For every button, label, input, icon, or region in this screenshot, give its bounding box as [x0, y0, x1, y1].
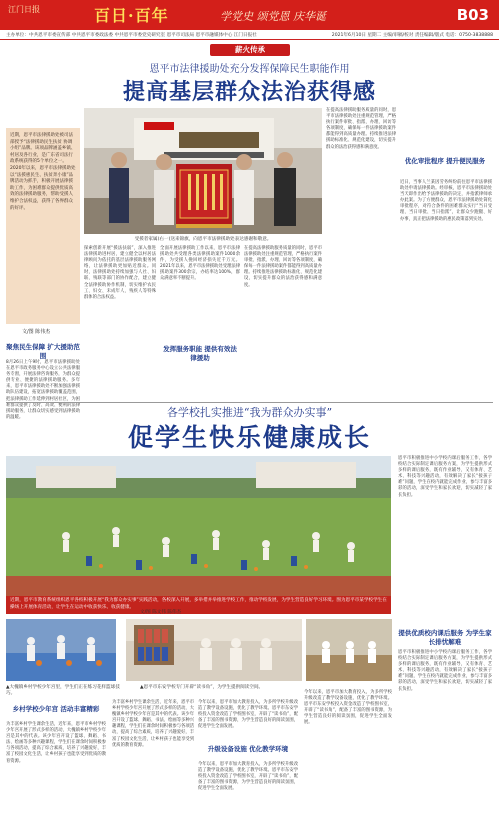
- article1-col1-text: 8月26日上午9时，恩平市法律援助处在恩平市政务服务中心设立公共法律服务专窗，开展法律咨询服务，为群众提供专业、便捷的法律援助服务。多年来，恩平市法律援助处不断加强法律援助队伍建设，拓宽法律援助覆盖范围，把法律援助工作延伸到村居社区，为困难群众提供了及时、高效、便利的法律援助服务，让群众切实感受到法律援助的温暖。: [6, 360, 80, 420]
- playground-photo-caption: [6, 596, 391, 614]
- article1-subhead: 恩平市法律援助处充分发挥保障民生职能作用: [149, 64, 350, 75]
- basketball-photo: [6, 619, 116, 681]
- classroom-photo: [306, 619, 392, 681]
- article1-lead-box: [6, 128, 80, 324]
- article1-col1-subtitle: 聚焦民生保障 扩大援助范围: [6, 343, 80, 360]
- masthead: [0, 0, 499, 30]
- newspaper-logo: 江门日报: [8, 5, 40, 14]
- photo-credit: 文/图 陈文伟 陈伟杰: [140, 610, 182, 615]
- award-photo-illustration: [84, 108, 322, 234]
- organizers-text: 主办单位：中共恩平市委宣传部 中共恩平市委政法委 中共恩平市委党史研究室 恩平市司法局 恩平市融媒体中心 江门日报社: [6, 33, 257, 38]
- article1-col3-text: 全面开展法律援助工作以来，恩平市法律援助处共受理各类法律援助案件1000余件，为受援人挽回经济损失近千万元。2021年以来，恩平市法律援助处受理法律援助案件300余宗，办结率达100%，群众满意率不断提升。: [160, 246, 240, 282]
- article2-col2-text: 为丰富乡村学生课余生活，近年来，恩平市乡村学校少年宫开展了形式多样的活动，大槐镇乡村学校少年宫是其中的代表。该少年宫开设了篮球、舞蹈、书法、绘画等多种兴趣课程，学生们在课余时间积极参与各项活动，提高了综合素质，培养了兴趣爱好，丰富了校园文化生活，让乡村孩子也能享受到优质的教育资源。: [112, 700, 194, 748]
- info-bar: [0, 30, 499, 40]
- playground-photo-illustration: [6, 456, 391, 614]
- playground-photo: [6, 456, 391, 614]
- article1-col4-text: 在提高法律援助服务质量的同时，恩平市法律援助处注重规范管理，严格执行案件审批、指派、办理、回访等各项制度，确保每一件法律援助案件都能得到高质量办理。持续推进法律援助标准化、规范化建设，切实提升群众的法治获得感和满意度。: [244, 246, 322, 288]
- article2-right-subtitle: 提供优质校内课后服务 为学生家长排忧解难: [398, 629, 492, 646]
- section-divider: [6, 402, 493, 403]
- article2-mid-text: 今年以来，恩平市加大教育投入，为多所学校升级改造了教学设备设施，优化了教学环境。恩平市东安学校投入资金改造了学校图书室，开辟了“读书角”，配备了丰富的图书资源，为学生营造良好的阅读氛围，促进学生全面发展。: [198, 762, 298, 792]
- article2-left-subtitle: 乡村学校少年宫 活动丰富精彩: [12, 705, 100, 713]
- award-photo-caption: 受援者家属(右一)送来锦旗，向恩平市法律援助处表达感谢和敬意。: [134, 237, 272, 242]
- basketball-caption: ▲大槐镇乡村学校少年宫里，学生们正在练习花样篮球技巧。: [6, 685, 120, 696]
- article1-col3-subtitle: 发挥服务职能 提供有效法律援助: [163, 345, 237, 362]
- article1-author: 文/图 陈伟杰: [22, 329, 51, 335]
- article1-col2-text: 探索创新开展“援法扶弱”，深入推进法律援助进村居，建立健全以村居法律顾问为依托的基层法律援助服务网络，让法律援助更加贴近群众。同时，法律援助处持续加强与人社、妇联、残联等部门的协作配合，建立健全法律援助协作机制，切实维护农民工、妇女、未成年人、残疾人等特殊群体的合法权益。: [84, 246, 156, 300]
- article2-right-top-text: 恩平市积极推进中小学校内课后服务工作，各学校结合实际制定课后服务方案，为学生提供形式多样的课后服务，既有作业辅导，又有体育、艺术、科技等兴趣活动，有效解决了家长“接孩子难”问题，学生在校内就能完成作业，参与丰富多彩的活动，深受学生和家长欢迎，切实减轻了家长负担。: [398, 456, 492, 498]
- reading-corner-photo: [126, 619, 302, 681]
- article2-mid-text-top: 今年以来，恩平市加大教育投入，为多所学校升级改造了教学设备设施，优化了教学环境。恩平市东安学校投入资金改造了学校图书室，开辟了“读书角”，配备了丰富的图书资源，为学生营造良好的阅读氛围，促进学生全面发展。: [198, 700, 298, 730]
- article1-headline: 提高基层群众法治获得感: [122, 79, 376, 105]
- column-tag: 薪火传承: [210, 44, 290, 56]
- article2-mid-subtitle: 升级设备设施 优化教学环境: [207, 745, 289, 753]
- article1-col5a-text: 在提高法律援助服务质量的同时，恩平市法律援助处注重规范管理，严格执行案件审批、指派、办理、回访等各项制度，确保每一件法律援助案件都能得到高质量办理。持续推进法律援助标准化、规范化建设，切实提升群众的法治获得感和满意度。: [326, 108, 396, 150]
- page-title: 百日·百年: [94, 6, 169, 25]
- date-editor-text: 2021年6月10日 星期二 主编/审稿/校对 责任编辑/版式 电话：0750-3838888: [331, 33, 493, 38]
- classroom-photo-illustration: [306, 619, 392, 681]
- page-number: B03: [456, 6, 489, 24]
- award-photo: [84, 108, 322, 234]
- article1-col5-text: 近日，当事人兰某因劳务纠纷前往恩平市法律援助处申请法律援助。经审核，恩平市法律援助处当天即作出给予法律援助的决定，并指派律师承办此案。为了方便群众，恩平市法律援助处简化审批程序，对符合条件的困难群众实行“当日受理、当日审批、当日指派”，让群众少跑腿、好办事，真正把法律援助的惠民政策落到实处。: [400, 180, 492, 222]
- article2-right-text: 恩平市积极推进中小学校内课后服务工作，各学校结合实际制定课后服务方案，为学生提供形式多样的课后服务，既有作业辅导，又有体育、艺术、科技等兴趣活动，有效解决了家长“接孩子难”问题，学生在校内就能完成作业，参与丰富多彩的活动，深受学生和家长欢迎，切实减轻了家长负担。: [398, 650, 492, 692]
- playground-caption-text: 近期，恩平市教育系统组织恩平各校积极开展“我为群众办实事”实践活动，各校深入开展，多举措并举推进学校工作，推动学校发展，为学生营造良好学习环境。图为恩平市某学校学生在操场上开展体育活动，让学生在运动中收获快乐、收获健康。: [10, 598, 387, 610]
- lead-box-text: 近期，恩平市法律援助处被司法部授予“法律援助民生扶贫 协调小组”品牌。该项品牌涵盖乡镇、村居及各行业，是广东省司法行政系统获得的5个单位之一。2020年以来，恩平市法律援助处以“法援惠民生、扶贫奔小康”品牌活动为抓手，积极开展法律援助工作，为困难群众提供优质高效的法律援助服务，帮助受援人维护合法权益，获得了各界群众的好评。: [10, 133, 76, 211]
- reading-caption: ▲恩平市东安学校专门开辟“读书角”，为学生提供阅读空间。: [140, 685, 264, 690]
- article2-subhead: 各学校扎实推进“我为群众办实事”: [166, 406, 333, 419]
- article2-col4-text: 今年以来，恩平市加大教育投入，为多所学校升级改造了教学设备设施，优化了教学环境。恩平市东安学校投入资金改造了学校图书室，开辟了“读书角”，配备了丰富的图书资源，为学生营造良好的阅读氛围，促进学生全面发展。: [304, 690, 392, 726]
- basketball-photo-illustration: [6, 619, 116, 681]
- article2-left-text: 为丰富乡村学生课余生活，近年来，恩平市乡村学校少年宫开展了形式多样的活动，大槐镇乡村学校少年宫是其中的代表。该少年宫开设了篮球、舞蹈、书法、绘画等多种兴趣课程，学生们在课余时间积极参与各项活动，提高了综合素质，培养了兴趣爱好，丰富了校园文化生活，让乡村孩子也能享受到优质的教育资源。: [6, 722, 106, 764]
- article1-col5-subtitle: 优化审批程序 提升便民服务: [404, 157, 486, 165]
- page-slogan: 学党史 颂党恩 庆华诞: [220, 10, 326, 23]
- reading-corner-photo-illustration: [126, 619, 302, 681]
- article2-headline: 促学生快乐健康成长: [127, 423, 371, 452]
